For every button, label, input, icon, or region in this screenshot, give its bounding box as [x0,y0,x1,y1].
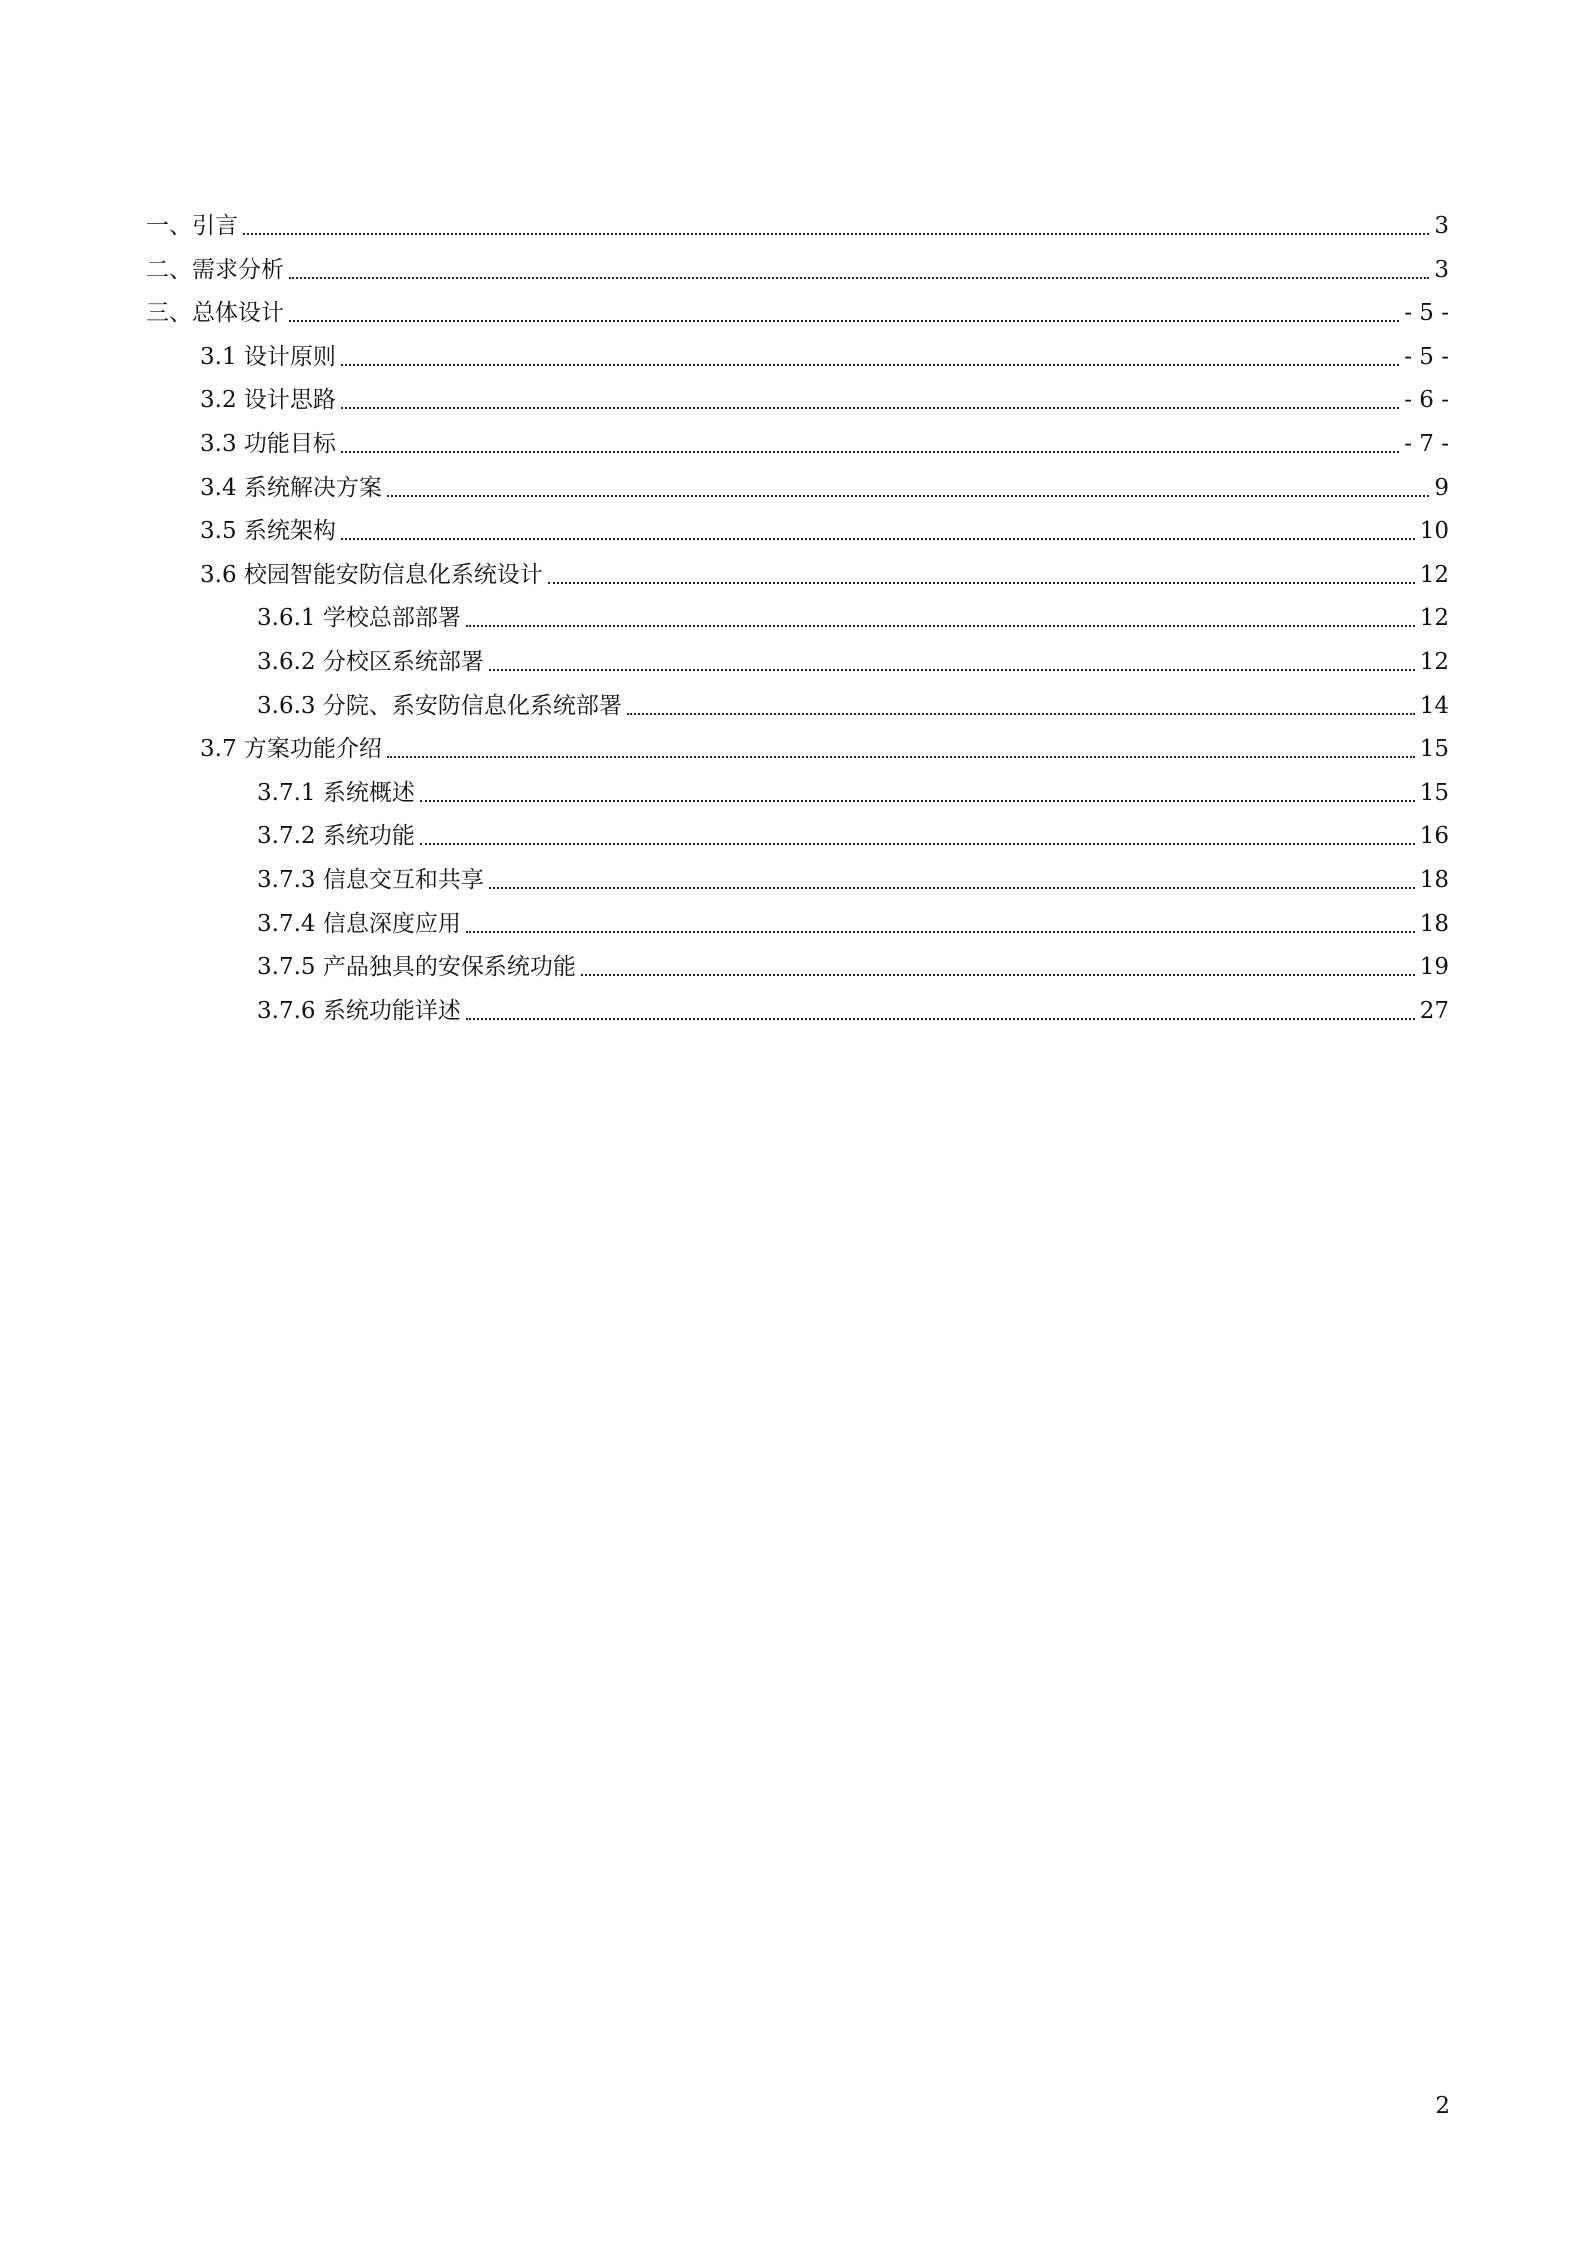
toc-entry-page: 18 [1419,911,1449,937]
toc-entry-page: 12 [1419,562,1449,588]
toc-dot-leader [341,451,1399,453]
toc-dot-leader [387,495,1429,497]
toc-entry-page: 19 [1419,954,1449,980]
toc-entry-title: 3.7.4 信息深度应用 [257,911,461,937]
toc-entry-title: 3.6.2 分校区系统部署 [257,649,484,675]
toc-dot-leader [341,407,1399,409]
toc-entry-title: 一、引言 [146,213,238,239]
toc-dot-leader [289,277,1429,279]
toc-entry-title: 3.7.3 信息交互和共享 [257,867,484,893]
toc-dot-leader [420,800,1415,802]
toc-entry-page: - 5 - [1404,300,1449,326]
toc-entry[interactable] [146,244,1449,284]
toc-entry[interactable] [200,462,1449,502]
toc-entry[interactable] [257,592,1449,632]
toc-entry[interactable] [257,680,1449,720]
toc-entry-title: 3.6.3 分院、系安防信息化系统部署 [257,693,622,719]
toc-entry-page: 14 [1419,693,1449,719]
toc-entry[interactable] [257,985,1449,1025]
toc-dot-leader [341,538,1415,540]
toc-entry[interactable] [200,549,1449,589]
toc-entry-page: - 7 - [1404,431,1449,457]
toc-entry-title: 3.7.2 系统功能 [257,823,415,849]
toc-dot-leader [627,713,1415,715]
toc-entry-page: 15 [1419,780,1449,806]
toc-dot-leader [466,625,1415,627]
toc-entry-page: 15 [1419,736,1449,762]
toc-entry-title: 3.6.1 学校总部部署 [257,605,461,631]
toc-entry[interactable] [200,418,1449,458]
toc-dot-leader [341,364,1399,366]
toc-dot-leader [289,320,1399,322]
toc-entry-title: 3.4 系统解决方案 [200,475,382,501]
toc-entry-title: 3.7.5 产品独具的安保系统功能 [257,954,576,980]
toc-entry[interactable] [257,854,1449,894]
toc-entry-title: 3.7.6 系统功能详述 [257,998,461,1024]
toc-dot-leader [466,931,1415,933]
toc-dot-leader [581,974,1415,976]
toc-dot-leader [489,887,1415,889]
toc-entry[interactable] [257,810,1449,850]
toc-entry-title: 三、总体设计 [146,300,284,326]
toc-entry-title: 3.2 设计思路 [200,387,336,413]
toc-entry-title: 3.7 方案功能介绍 [200,736,382,762]
toc-dot-leader [387,756,1415,758]
toc-dot-leader [420,843,1415,845]
toc-entry[interactable] [146,200,1449,240]
toc-entry[interactable] [257,898,1449,938]
toc-entry-title: 3.6 校园智能安防信息化系统设计 [200,562,543,588]
toc-entry[interactable] [200,723,1449,763]
toc-entry-page: 16 [1419,823,1449,849]
toc-entry[interactable] [200,374,1449,414]
toc-entry[interactable] [257,941,1449,981]
toc-entry-page: 10 [1419,518,1449,544]
toc-entry-page: 9 [1434,475,1449,501]
toc-entry-title: 3.3 功能目标 [200,431,336,457]
toc-entry-page: - 6 - [1404,387,1449,413]
toc-entry-title: 3.1 设计原则 [200,344,336,370]
toc-entry-page: 3 [1434,213,1449,239]
toc-entry[interactable] [257,767,1449,807]
toc-entry[interactable] [200,505,1449,545]
toc-entry-title: 二、需求分析 [146,257,284,283]
toc-entry[interactable] [146,287,1449,327]
toc-entry-page: - 5 - [1404,344,1449,370]
toc-entry-page: 12 [1419,605,1449,631]
toc-dot-leader [466,1018,1415,1020]
toc-entry-page: 12 [1419,649,1449,675]
toc-entry-title: 3.5 系统架构 [200,518,336,544]
toc-entry-title: 3.7.1 系统概述 [257,780,415,806]
toc-entry[interactable] [200,331,1449,371]
toc-entry[interactable] [257,636,1449,676]
page-number: 2 [1435,2093,1450,2119]
toc-entry-page: 3 [1434,257,1449,283]
toc-entry-page: 27 [1419,998,1449,1024]
toc-dot-leader [489,669,1415,671]
toc-entry-page: 18 [1419,867,1449,893]
toc-dot-leader [548,582,1415,584]
toc-dot-leader [243,233,1429,235]
